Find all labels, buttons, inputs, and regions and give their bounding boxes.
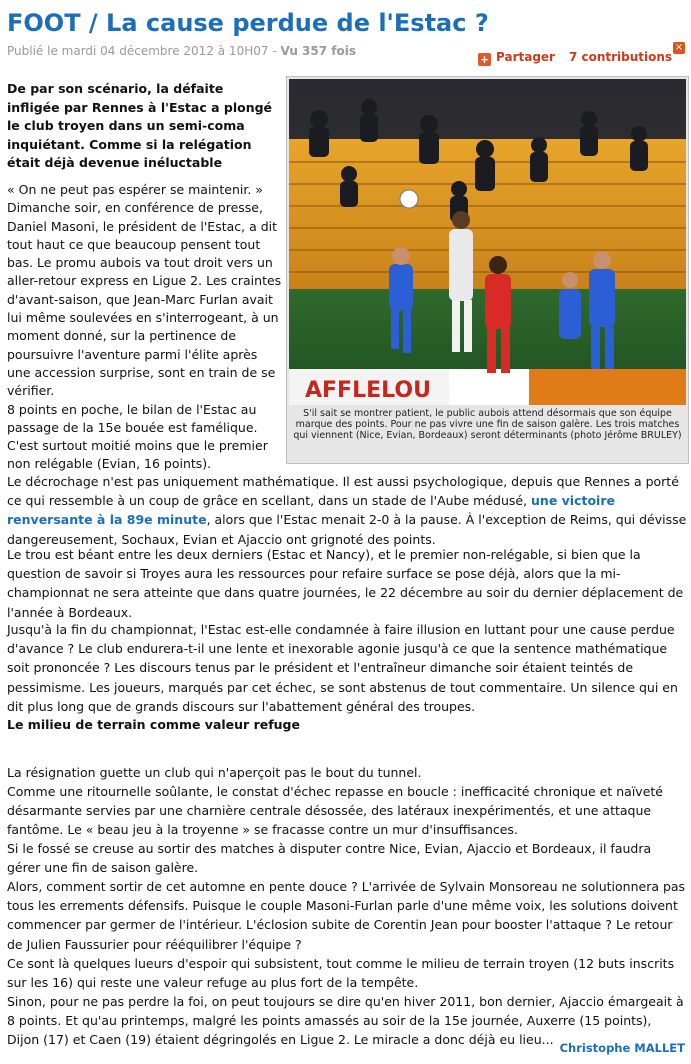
article-photo	[289, 79, 686, 405]
contributions-link[interactable]: 7 contributions	[568, 50, 673, 64]
close-icon[interactable]: ×	[674, 42, 684, 53]
paragraph: Comme une ritournelle soûlante, le constat d'échec repasse en boucle : inefficacité chronique et naïveté désarmante servies par une charnière centrale désossée, des latéraux inexpérimentés, et une attaque fantôme. Le « beau jeu à la troyenne » se fracasse contre un mur d'insuffisances.	[7, 784, 663, 838]
paragraph: La résignation guette un club qui n'aperçoit pas le bout du tunnel.	[7, 765, 422, 780]
article-meta	[7, 44, 356, 58]
paragraph: Sinon, pour ne pas perdre la foi, on peut toujours se dire qu'en hiver 2011, bon dernier, Ajaccio émargeait à 8 points. Et qu'au printemps, malgré les points amassés au soir de la 15e journée, Auxerre (15 points), Dijon (17) et Caen (19) étaient dégringolés en Ligue 2. Le miracle a donc déjà eu lieu...	[7, 994, 684, 1048]
column-text	[7, 181, 282, 474]
plus-icon[interactable]: +	[479, 53, 490, 66]
paragraph-text: Le décrochage n'est pas uniquement mathématique. Il est aussi psychologique, depuis que Rennes a porté ce qui ressemble à un coup de grâce en scellant, dans un stade de l'Aube médusé,	[7, 474, 679, 509]
paragraph: 8 points en poche, le bilan de l'Estac au passage de la 15e bouée est famélique. C'est surtout moitié moins que le premier non relégable (Evian, 16 points).	[7, 401, 268, 472]
paragraph: Ce sont là quelques lueurs d'espoir qui subsistent, tout comme le milieu de terrain troyen (12 buts inscrits sur les 16) qui reste une valeur refuge au plus fort de la tempête.	[7, 956, 675, 991]
article-lead: De par son scénario, la défaite infligée par Rennes à l'Estac a plongé le club troyen dans un semi-coma inquiétant. Comme si la relégation était déjà devenue inéluctable	[7, 81, 273, 170]
paragraph: Si le fossé se creuse au sortir des matches à disputer contre Nice, Evian, Ajaccio et Bordeaux, il faudra gérer une fin de saison galère.	[7, 841, 652, 876]
paragraph-trou: Le trou est béant entre les deux derniers (Estac et Nancy), et le premier non-relégable, si bien que la question de savoir si Troyes aura les ressources pour refaire surface se pose déjà, alors que la mi-championnat ne sera atteinte que dans quatre journées, le 22 décembre au soir du dernier déplacement de l'année à Bordeaux.	[7, 547, 684, 620]
paragraph: Alors, comment sortir de cet automne en pente douce ? L'arrivée de Sylvain Monsoreau ne solutionnera pas tous les errements défensifs. Puisque le couple Masoni-Furlan parle d'une même voix, les solutions doivent commencer par germer de l'intérieur. L'éclosion subite de Corentin Jean pour booster l'attaque ? Le retour de Julien Faussurier pour rééquilibrer l'équipe ?	[7, 879, 686, 952]
view-count: Vu 357 fois	[280, 44, 356, 58]
paragraph-text: , alors que l'Estac menait 2-0 à la pause. À l'exception de Reims, qui dévisse dangereusement, Sochaux, Evian et Ajaccio ont grignoté des points.	[7, 512, 687, 547]
article-photo-figure	[286, 76, 689, 464]
football-match-photo	[289, 79, 686, 405]
section-subheading: Le milieu de terrain comme valeur refuge	[7, 717, 300, 732]
paragraph-decrochage	[7, 472, 687, 549]
publish-date: Publié le mardi 04 décembre 2012 à 10H07 -	[7, 44, 281, 58]
banner-text: AFFLELOU	[305, 378, 431, 403]
paragraph-jusqua: Jusqu'à la fin du championnat, l'Estac est-elle condamnée à faire illusion en luttant pour une cause perdue d'avance ? Le club endurera-t-il une lente et inexorable agonie jusqu'à ce que la sentence mathématique soit prononcée ? Les discours tenus par le président et l'entraîneur dimanche soir étaient teintés de pessimisme. Les joueurs, marqués par cet échec, se sont abstenus de tout commentaire. Un silence qui en dit plus long que de grands discours sur l'abattement général des troupes.	[7, 622, 678, 714]
victory-link[interactable]: une victoire renversante à la 89e minute	[7, 493, 615, 528]
author-name: Christophe MALLET	[559, 1041, 685, 1055]
article-tools	[478, 50, 672, 66]
article-title: FOOT / La cause perdue de l'Estac ?	[7, 9, 489, 37]
photo-caption: S'il sait se montrer patient, le public aubois attend désormais que son équipe marque des points. Pour ne pas vivre une fin de saison galère. Les trois matches qui viennent (Nice, Evian, Bordeaux) seront déterminants (photo Jérôme BRULEY)	[293, 408, 682, 441]
paragraph: « On ne peut pas espérer se maintenir. » Dimanche soir, en conférence de presse, Daniel Masoni, le président de l'Estac, a dit tout haut ce que beaucoup pensent tout bas. Le promu aubois va tout droit vers un aller-retour express en Ligue 2. Les craintes d'avant-saison, que Jean-Marc Furlan avait lui même soulevées en s'interrogeant, à un moment donné, sur la pertinence de poursuivre l'aventure parmi l'élite après une accession surprise, sont en train de se vérifier.	[7, 182, 282, 399]
share-link[interactable]: Partager	[496, 50, 555, 64]
